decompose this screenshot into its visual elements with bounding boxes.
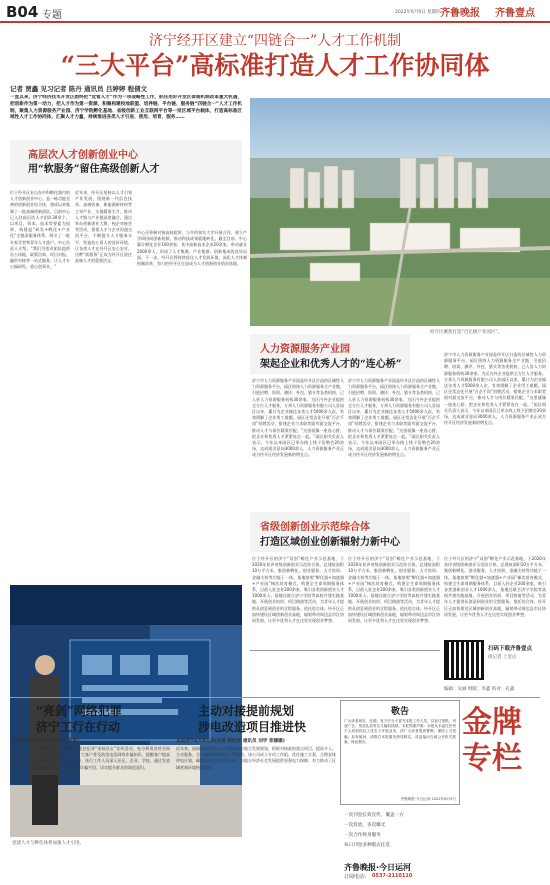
story5-body: 近年来，国网兖州区供电公司紧密结合地方发展规划，积极对接政府重点项目，提前介入、主动服务，全力做好涉电改造工程建设。该公司成立专项工作组，优化施工方案，合理安排停电计划，确保改造项目按期完成，为地方经济社会发展提供坚强电力保障，有力推动了区域营商环境持续优化。 (176, 746, 336, 770)
ad-line-4: 每日刊登多种版式任选 (344, 843, 390, 848)
section3-title-line2: 打造区域创业创新辐射力新中心 (260, 537, 400, 548)
section2-body-a: 济宁市人力资源服务产业园是经开区打造的区域性人力资源服务平台，园区围绕人力资源服务全产业链，引进招聘、培训、测评、外包、猎头等各类机构，已入驻人力资源服务机构30余家，为区内外企业提供全方位人才服务。万邦人力资源服务有限公司入驻园区以来，累计为企业输送各类人才5000余人次，有效缓解了企业用工难题。园区还常态化开展“百企千岗”招聘活动，搭建企业与求职者面对面交流平台，推动人才与岗位精准匹配。“这里就像一座连心桥，把企业和优秀人才紧紧连在一起。”园区相关负责人表示，今年以来园区已举办线上线下招聘会20余场，达成就业意向3000余人，人力资源服务产业正成为经开区经济发展新的增长点。 (252, 378, 344, 458)
liangjian-title-line2: 济宁工行在行动 (36, 720, 121, 734)
ad-box[interactable] (340, 808, 545, 883)
notice-box (340, 700, 460, 805)
section2-title-line2: 架起企业和优秀人才的“连心桥” (260, 359, 402, 370)
main-headline: “三大平台”高标准打造人才工作协同体 (60, 51, 490, 80)
section3-body-b: 位于经开区的济宁“双创”孵化产业示范基地，于2020年获评省级创新创业示范综合体，总建筑面积10万平方米，集创新孵化、创业服务、人才培训、金融支持等功能于一体。基地按照“孵化器+加速器+产业园”梯次培育模式，构建全生命周期服务体系，目前入驻企业200余家，吸引各类创新创业人才1000余人。基地还联合济宁学院等高校共建实践基地，开展创业培训、项目路演等活动，为青年人才提供从创意到创业的全程服务。依托综合体，经开区正加快建设区域创新创业高地，辐射带动周边县市区协同发展，让更多优秀人才在这里实现创业梦想。 (348, 556, 440, 624)
lead-paragraph: 一直以来，济宁经济技术开发区始终把“党管人才”作为一项战略性工作，抓住用好开发区体制机制改革重大机遇，把创新作为第一动力，把人才作为第一资源，积聚构建校地联盟、培养链、平台链、服务链“四链合一”人才工作机制，聚集人力资源服务产业园、济宁学院孵化基地、省级创新工业互联网平台等一批区域平台载体，打造高标准区域性人才工作协同体，汇聚人才力量，持续推进各类人才引进、使用、培育、服务…… (10, 95, 242, 121)
story5-title-line2-visible: 涉电改造项目推进快 (198, 720, 307, 734)
ad-line-2: 一次投放，多次曝光 (344, 823, 386, 828)
date-info: 2022年6月9日 星期四 (395, 10, 441, 15)
page-header (0, 0, 550, 22)
liangjian-body: 工行济宁分行开展防范电信网络新型违法犯罪“金秋送宝”宣传活动，充分利用各营业网点、自助机具、网上银行等渠道，向广大客户普及防范电信网络诈骗知识，提醒客户提高警惕，守护好自己的“钱袋子”。活动中，该行工作人员深入社区、企业、学校，通过发放宣传折页、现场讲解等形式，揭露常见诈骗手段，切实提升群众的防范意识。 (12, 746, 170, 770)
section1-body-c: 中心还积极对接高校院所，与多所知名大学开展合作，建立产学研协同创新机制，推动科技成果就地转化。截至目前，中心累计孵化企业100余家，其中高新技术企业20余家，带动就业2000余人，形成了人才集聚、产业集群、创新集成的良好局面。下一步，经开区将持续优化人才发展环境，深化人才体制机制改革，努力把经开区打造成为人才创新创业的首选地。 (137, 230, 247, 267)
section3-body-a: 位于经开区的济宁“双创”孵化产业示范基地，于2020年获评省级创新创业示范综合体，总建筑面积10万平方米，集创新孵化、创业服务、人才培训、金融支持等功能于一体。基地按照“孵化器+加速器+产业园”梯次培育模式，构建全生命周期服务体系，目前入驻企业200余家，吸引各类创新创业人才1000余人。基地还联合济宁学院等高校共建实践基地，开展创业培训、项目路演等活动，为青年人才提供从创意到创业的全程服务。依托综合体，经开区正加快建设区域创新创业高地，辐射带动周边县市区协同发展，让更多优秀人才在这里实现创业梦想。 (252, 556, 344, 624)
section2-body-c: 济宁市人力资源服务产业园是经开区打造的区域性人力资源服务平台，园区围绕人力资源服务全产业链，引进招聘、培训、测评、外包、猎头等各类机构，已入驻人力资源服务机构30余家，为区内外企业提供全方位人才服务。万邦人力资源服务有限公司入驻园区以来，累计为企业输送各类人才5000余人次，有效缓解了企业用工难题。园区还常态化开展“百企千岗”招聘活动，搭建企业与求职者面对面交流平台，推动人才与岗位精准匹配。“这里就像一座连心桥，把企业和优秀人才紧紧连在一起。”园区相关负责人表示，今年以来园区已举办线上线下招聘会20余场，达成就业意向3000余人，人力资源服务产业正成为经开区经济发展新的增长点。 (444, 352, 546, 426)
notice-title: 敬告 (390, 707, 409, 717)
liangjian-title-line1: “亮剑”网络犯罪 (36, 704, 122, 718)
paper-name: 齐鲁晚报 (440, 8, 480, 19)
section1-body-b: 近年来，经开区坚持以人才引领产业发展，围绕新一代信息技术、高端装备、新能源新材料等主导产业，实施精准引才，推动人才链与产业链深度融合。通过举办创新创业大赛、校企对接会等活动，搭建人才与企业沟通交流平台，不断提升人才服务水平，营造拴心留人的良好环境，让各类人才在经开区安心安业。这种“软服务”正成为经开区留住高端人才的重要法宝。 (75, 190, 132, 264)
page-code: B04 (6, 3, 39, 21)
ad-line-3: 一次合作终身服务 (344, 833, 381, 838)
aerial-photo-graphic (250, 98, 550, 326)
rule-bottom (10, 697, 540, 698)
ad-line-1: 一次刊登长效宣传，覆盖一方 (344, 813, 404, 818)
qr-title: 扫码下载齐鲁壹点 (488, 646, 533, 652)
kicker: 济宁经开区建立“四链合一”人才工作机制 (148, 33, 402, 49)
ad-hotline[interactable]: 0537-2110110 (372, 873, 413, 879)
qr-code[interactable] (444, 640, 484, 680)
aerial-photo (250, 98, 550, 326)
ad-big-title: 金牌专栏 (462, 705, 522, 776)
section1-body-a: 位于经开区宏山东中科孵化器内的人才创新创业中心，是一栋功能完善的创新创业综合体，建成以来集聚了一批高端创新团队。目前中心已入驻高层次人才团队30余个，以项目、资本、技术等要素为纽带，构建起“研发+孵化+产业化”全链条服务体系，吸引了一批专家学者和青年人才落户。中心负责人介绍，“我们为创业团队提供办公场地、政策咨询、项目申报、融资对接等一站式服务，让人才专心搞研发、放心创事业。” (10, 190, 70, 270)
top-photo-caption: 经开区聚焦打造“百亿级产业园区”。 (430, 330, 503, 335)
bottom-left-rule (250, 650, 440, 651)
section1-title-line1: 高层次人才创新创业中心 (28, 150, 138, 161)
header-rule (0, 21, 550, 23)
section2-body-b: 济宁市人力资源服务产业园是经开区打造的区域性人力资源服务平台，园区围绕人力资源服务全产业链，引进招聘、培训、测评、外包、猎头等各类机构，已入驻人力资源服务机构30余家，为区内外企业提供全方位人才服务。万邦人力资源服务有限公司入驻园区以来，累计为企业输送各类人才5000余人次，有效缓解了企业用工难题。园区还常态化开展“百企千岗”招聘活动，搭建企业与求职者面对面交流平台，推动人才与岗位精准匹配。“这里就像一座连心桥，把企业和优秀人才紧紧连在一起。”园区相关负责人表示，今年以来园区已举办线上线下招聘会20余场，达成就业意向3000余人，人力资源服务产业正成为经开区经济发展新的增长点。 (348, 378, 440, 458)
story5-byline: 本报济宁6月8日讯(记者 郭纪轩 通讯员 刘学 郑娜娜) (176, 739, 285, 744)
story5-title-line1-visible: 主动对接提前规划 (198, 704, 295, 718)
section1-title-line2: 用“软服务”留住高级创新人才 (28, 164, 160, 175)
ad-hotline-label: 订阅电话： (344, 874, 370, 880)
liangjian-byline: 本报济宁6月8日讯(通讯员 王创) (12, 739, 80, 744)
notice-sign: 齐鲁晚报·今日运河 2022年6月9日 (400, 797, 456, 801)
section-name: 专题 (42, 10, 62, 21)
byline: 记者 贾鑫 见习记者 陈丹 通讯员 吕婷婷 程倩文 (10, 85, 148, 93)
section3-body-c: 位于经开区的济宁“双创”孵化产业示范基地，于2020年获评省级创新创业示范综合体，总建筑面积10万平方米，集创新孵化、创业服务、人才培训、金融支持等功能于一体。基地按照“孵化器+加速器+产业园”梯次培育模式，构建全生命周期服务体系，目前入驻企业200余家，吸引各类创新创业人才1000余人。基地还联合济宁学院等高校共建实践基地，开展创业培训、项目路演等活动，为青年人才提供从创意到创业的全程服务。依托综合体，经开区正加快建设区域创新创业高地，辐射带动周边县市区协同发展，让更多优秀人才在这里实现创业梦想。 (444, 556, 546, 617)
section3-title-line1: 省级创新创业示范综合体 (260, 522, 370, 533)
ad-brand: 齐鲁晚报·今日运河 (344, 863, 412, 872)
notice-body: 广大读者朋友：近期，有不法分子冒充本报工作人员，以征订报纸、刊登广告、发放礼品等名义骗取钱财。本报郑重声明：本报从未委托任何个人或机构以上述名义开展业务，请广大读者提高警惕，谨防上当受骗。如有疑问，请拨打本报服务热线核实，或直接向当地公安机关报案。特此敬告。 (344, 719, 456, 744)
editors-line: 编辑：吴丽 组版：李鑫 校对：孔露 (444, 687, 515, 692)
brand-logo: 齐鲁壹点 (495, 8, 535, 19)
qr-subtitle: 找记者 上壹点 (488, 655, 517, 660)
section2-title-line1: 人力资源服务产业园 (260, 344, 350, 355)
bottom-photo-caption: 党建人才与孵化体系加强人才引进。 (12, 841, 84, 846)
